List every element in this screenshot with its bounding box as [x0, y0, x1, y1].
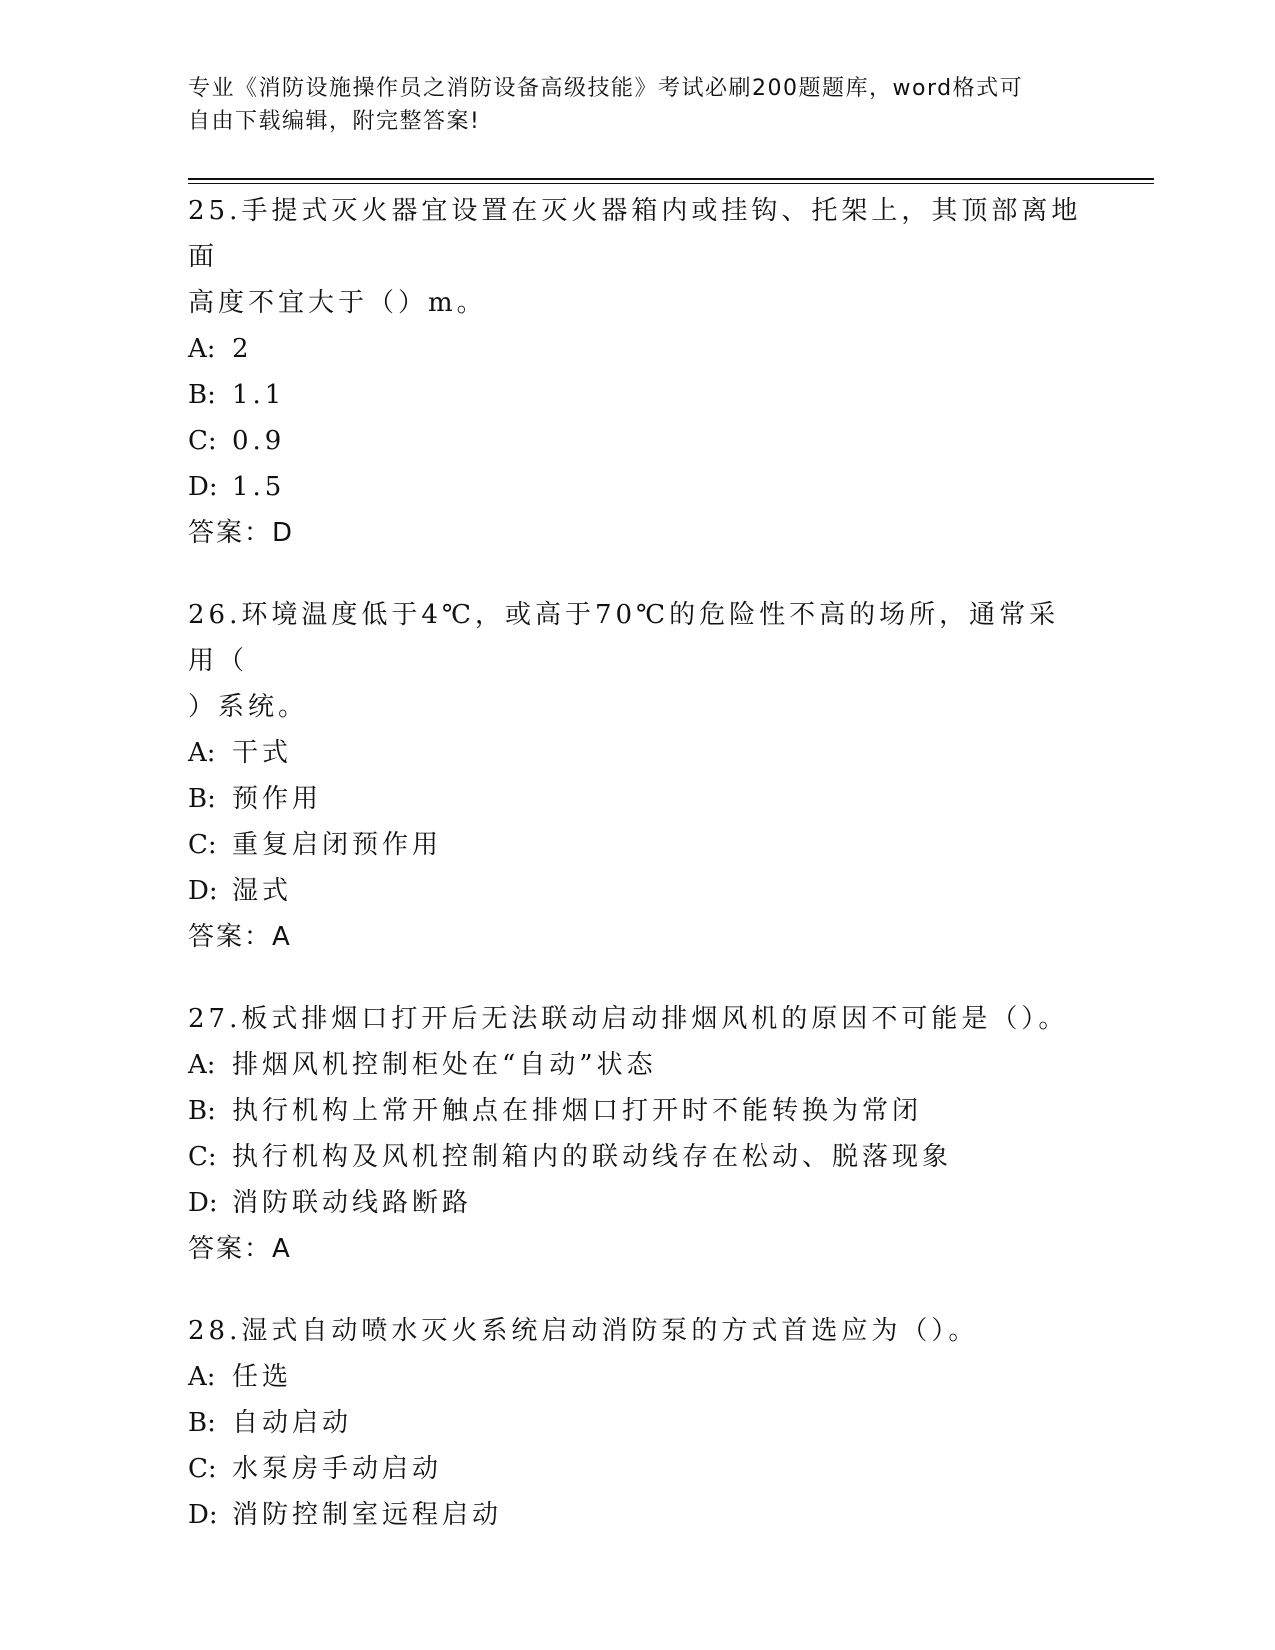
option-text: 干式 [232, 738, 293, 768]
option-a [188, 1042, 1088, 1088]
answer-line: 答案：A [188, 1234, 292, 1264]
header-divider-thin [188, 183, 1154, 184]
question-stem-line: 26.环境温度低于4℃，或高于70℃的危险性不高的场所，通常采用（ [188, 600, 1060, 676]
header-line-2: 自由下载编辑，附完整答案! [188, 109, 481, 134]
option-key: B: [188, 1408, 216, 1438]
answer-line: 答案：D [188, 518, 295, 548]
option-text: 2 [232, 334, 253, 364]
question-25 [188, 188, 1088, 556]
option-text: 湿式 [232, 876, 293, 906]
option-key: D: [188, 876, 218, 906]
option-key: C: [188, 426, 217, 456]
option-text: 1.1 [232, 380, 286, 410]
option-key: B: [188, 784, 216, 814]
option-a [188, 326, 1088, 372]
question-stem-line: ）系统。 [188, 692, 309, 722]
option-text: 执行机构上常开触点在排烟口打开时不能转换为常闭 [232, 1096, 923, 1126]
option-d [188, 868, 1088, 914]
option-text: 执行机构及风机控制箱内的联动线存在松动、脱落现象 [232, 1142, 953, 1172]
option-b [188, 372, 1088, 418]
option-text: 消防控制室远程启动 [232, 1500, 503, 1530]
option-c [188, 1446, 1088, 1492]
question-27 [188, 996, 1088, 1272]
option-key: A: [188, 334, 216, 364]
option-d [188, 1492, 1088, 1538]
option-text: 自动启动 [232, 1408, 353, 1438]
question-stem-line: 27.板式排烟口打开后无法联动启动排烟风机的原因不可能是（）。 [188, 1004, 1069, 1034]
option-text: 排烟风机控制柜处在“自动”状态 [232, 1050, 657, 1080]
option-key: A: [188, 1050, 216, 1080]
header-line-1: 专业《消防设施操作员之消防设备高级技能》考试必刷200题题库，word格式可 [188, 76, 1024, 101]
option-text: 预作用 [232, 784, 323, 814]
option-key: D: [188, 1188, 218, 1218]
question-stem-line: 25.手提式灭火器宜设置在灭火器箱内或挂钩、托架上，其顶部离地面 [188, 196, 1082, 272]
question-28 [188, 1308, 1088, 1538]
option-d [188, 464, 1088, 510]
question-stem-line: 28.湿式自动喷水灭火系统启动消防泵的方式首选应为（）。 [188, 1316, 979, 1346]
question-stem-line: 高度不宜大于（）m。 [188, 288, 487, 318]
header-divider-thick [188, 178, 1154, 180]
document-header [188, 72, 1088, 138]
option-text: 1.5 [232, 472, 286, 502]
answer-line: 答案：A [188, 922, 292, 952]
option-key: D: [188, 472, 218, 502]
option-c [188, 1134, 1088, 1180]
option-b [188, 1400, 1088, 1446]
option-text: 重复启闭预作用 [232, 830, 443, 860]
option-b [188, 1088, 1088, 1134]
option-b [188, 776, 1088, 822]
question-26 [188, 592, 1088, 960]
option-text: 0.9 [232, 426, 286, 456]
option-c [188, 418, 1088, 464]
option-text: 消防联动线路断路 [232, 1188, 473, 1218]
option-key: B: [188, 380, 216, 410]
option-key: B: [188, 1096, 216, 1126]
option-text: 水泵房手动启动 [232, 1454, 443, 1484]
option-key: C: [188, 1454, 217, 1484]
question-list [188, 188, 1088, 1574]
option-c [188, 822, 1088, 868]
option-key: C: [188, 830, 217, 860]
option-d [188, 1180, 1088, 1226]
option-a [188, 1354, 1088, 1400]
option-text: 任选 [232, 1362, 293, 1392]
option-key: C: [188, 1142, 217, 1172]
option-a [188, 730, 1088, 776]
option-key: D: [188, 1500, 218, 1530]
option-key: A: [188, 1362, 216, 1392]
option-key: A: [188, 738, 216, 768]
